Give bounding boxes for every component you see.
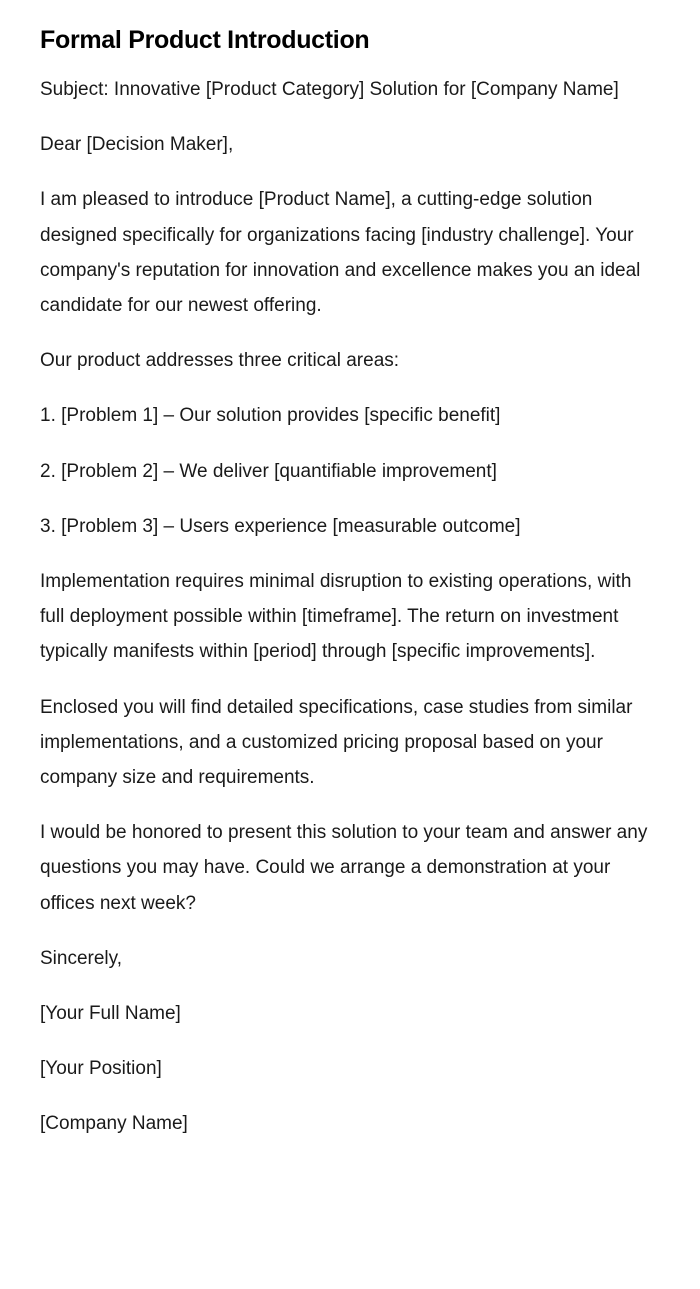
enclosed-paragraph: Enclosed you will find detailed specifications, case studies from similar implementations, and a customized pricing proposal based on your company size and requirements. [40, 696, 633, 789]
salutation: Dear [Decision Maker], [40, 134, 234, 156]
signoff: Sincerely, [40, 947, 123, 969]
area-item-2: 2. [Problem 2] – We deliver [quantifiable improvement] [40, 460, 497, 482]
signature-name: [Your Full Name] [40, 1003, 181, 1025]
intro-paragraph: I am pleased to introduce [Product Name], a cutting-edge solution designed specifically for organizations facing [industry challenge]. Your company's reputation for innovation and excellence makes you an ideal candidate for our newest offering. [40, 189, 641, 317]
subject-line: Subject: Innovative [Product Category] Solution for [Company Name] [40, 79, 619, 100]
area-item-3: 3. [Problem 3] – Users experience [measurable outcome] [40, 515, 521, 537]
document-title: Formal Product Introduction [40, 26, 370, 54]
areas-lead: Our product addresses three critical areas: [40, 350, 400, 372]
signature-company: [Company Name] [40, 1113, 188, 1135]
closing-request-paragraph: I would be honored to present this solution to your team and answer any questions you may have. Could we arrange a demonstration at your offices next week? [40, 822, 648, 914]
signature-position: [Your Position] [40, 1058, 162, 1080]
area-item-1: 1. [Problem 1] – Our solution provides [specific benefit] [40, 405, 501, 427]
implementation-paragraph: Implementation requires minimal disruption to existing operations, with full deployment possible within [timeframe]. The return on investment typically manifests within [period] through [specific improvements]. [40, 571, 632, 663]
